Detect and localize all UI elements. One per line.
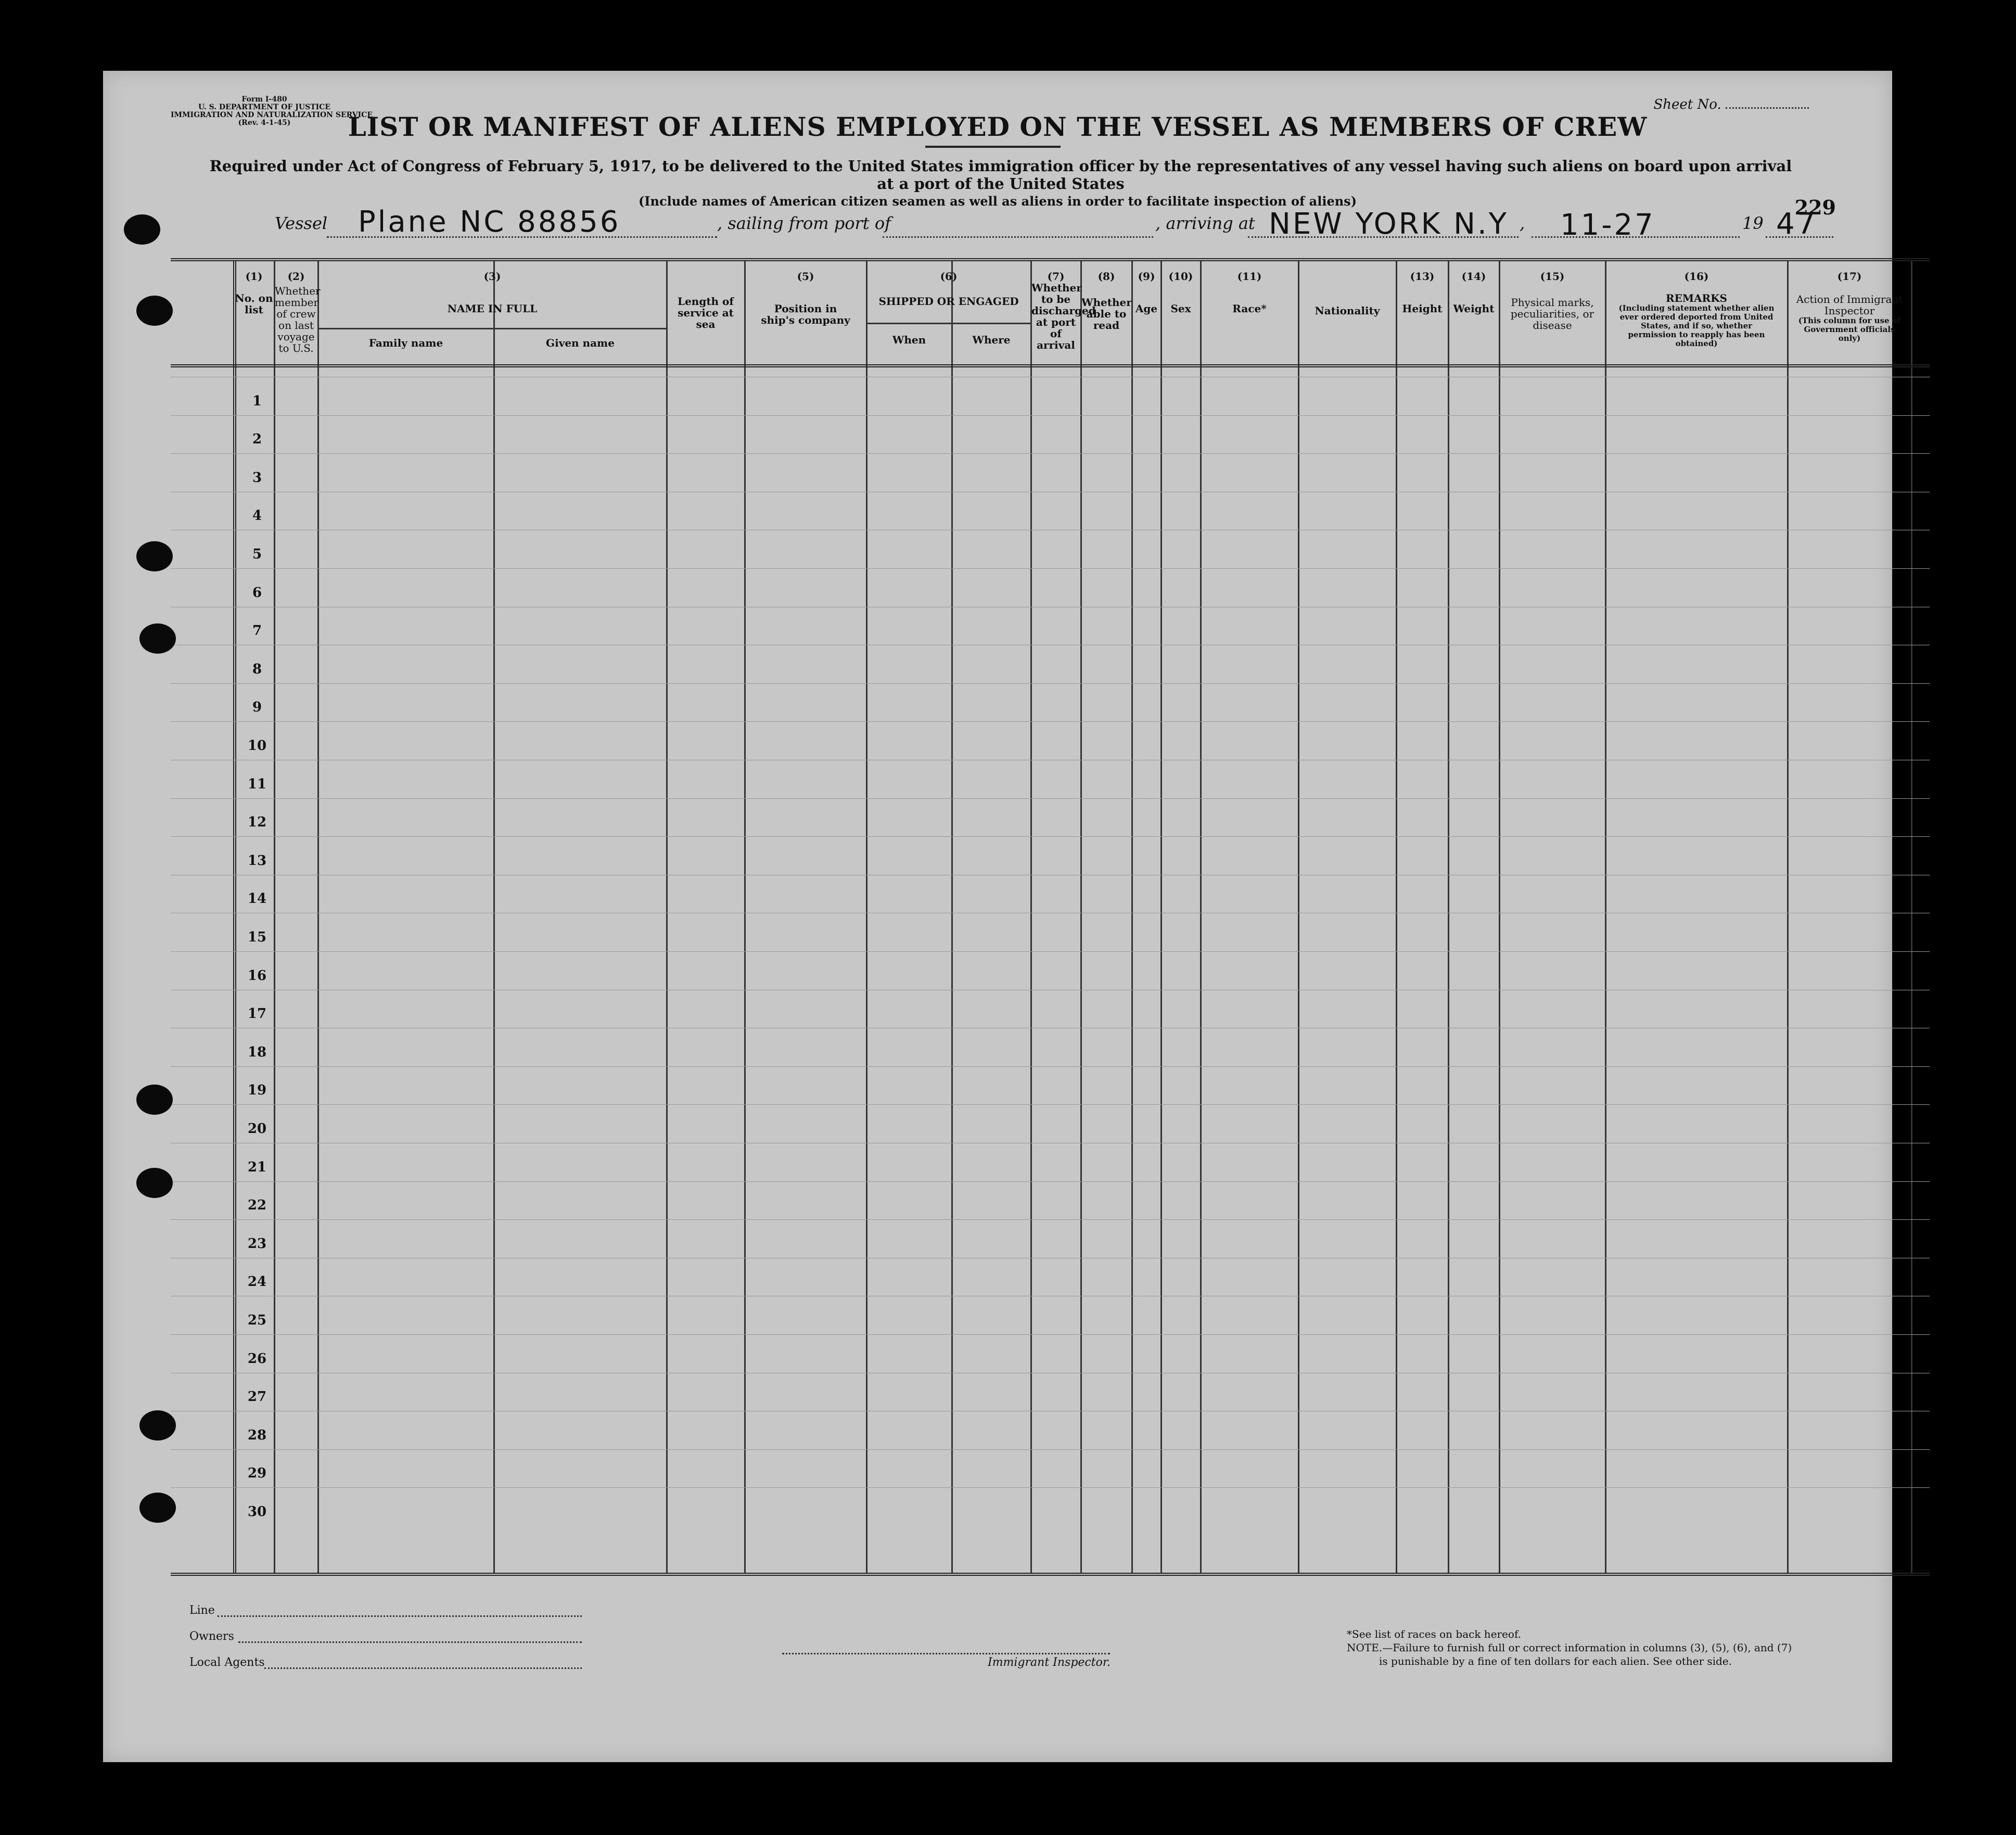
vessel-label: Vessel bbox=[275, 213, 328, 233]
col-4-header: Length of service at sea bbox=[678, 295, 734, 330]
table-row bbox=[171, 1181, 1930, 1182]
form-number: Form I-480 bbox=[241, 95, 287, 104]
col-16-header: (16) REMARKS (Including statement whether alien ever ordered deported from United States, and if so, whether permission to reapply has been obtained) bbox=[1618, 270, 1775, 348]
manifest-sheet: Form I-480 U. S. DEPARTMENT OF JUSTICE IMMIGRATION AND NATURALIZATION SERVICE (Rev. 4-1-45) Sheet No. LIST OR MANIFEST OF ALIENS EMPLOYED ON THE VESSEL AS MEMBERS OF CREW Required under Act of Congress of February 5, 1917, to be delivered to the United States immigration officer by the representatives of any vessel having such aliens on board upon arrival at a port of the United States (Include names of American citizen seamen as well as aliens in order to facilitate inspection of aliens) 229 Vessel Plane NC 88856 , sailing from port of , arriving at NEW YORK N.Y , 11-27 19 47 (1) No. on list (2) Whether member of crew on last voyage to U.S. (3) NAME IN FULL Family name Given name Length of service at sea (5) Position in ship's company (6) SHIPPED OR ENGAGED When Where (7) Whether to be discharged at port of arrival (8) Whether able to read (9) Age (10) Sex (11) Race* Nationality (13) Height (14) Weight (15) Physical marks, peculiarities, or disease (16) REMARKS (Including statement whether alien ever ordered deported from United States, and if so, whether permission to reapply has been obtained) (17) Action of Immigrant Inspector (This column for use of Government officials only) 1 2 3 4 5 6 7 8 9 10 11 12 13 14 15 16 17 18 19 20 21 22 23 24 25 26 27 28 29 30 Line Owners Local Agents Immigrant Inspector. *See list of races on back hereof. NOTE.—Failure to furnish full or correct information in columns (3), (5), (6), and (7) is punishable by a fine of ten dollars for each alien. See other side. bbox=[103, 71, 1892, 1762]
title-underline bbox=[925, 146, 1061, 148]
races-note: *See list of races on back hereof. bbox=[1347, 1628, 1522, 1640]
table-row bbox=[171, 798, 1930, 799]
row-number: 2 bbox=[252, 431, 262, 448]
table-row bbox=[171, 568, 1930, 569]
arrival-date-handwritten: 11-27 bbox=[1560, 208, 1655, 242]
line-label: Line bbox=[189, 1604, 215, 1617]
vessel-name-handwritten: Plane NC 88856 bbox=[358, 205, 621, 239]
col-15-header: (15) Physical marks, peculiarities, or disease bbox=[1510, 270, 1594, 332]
row-number: 17 bbox=[247, 1006, 267, 1022]
row-number: 11 bbox=[247, 776, 267, 792]
include-instruction: (Include names of American citizen seamen as well as aliens in order to facilitate inspection of aliens) bbox=[638, 194, 1357, 209]
row-number: 19 bbox=[247, 1082, 267, 1099]
row-number: 8 bbox=[252, 661, 262, 677]
table-row bbox=[171, 1066, 1930, 1067]
punch-hole bbox=[136, 1085, 173, 1115]
row-number: 4 bbox=[252, 508, 262, 524]
agents-dotted bbox=[264, 1667, 582, 1669]
line-dotted bbox=[218, 1615, 582, 1617]
col-7-header: (7) Whether to be discharged at port of arrival bbox=[1031, 270, 1096, 351]
row-number: 20 bbox=[247, 1121, 267, 1137]
col-9-header: (9) Age bbox=[1135, 270, 1158, 315]
sheet-number-label: Sheet No. bbox=[1653, 97, 1721, 112]
col-10-header: (10) Sex bbox=[1168, 270, 1193, 315]
col-13-header: (13) Height bbox=[1402, 270, 1443, 315]
col-14-header: (14) Weight bbox=[1453, 270, 1495, 315]
table-row bbox=[171, 1487, 1930, 1488]
row-number: 22 bbox=[247, 1197, 267, 1214]
col-8-header: (8) Whether able to read bbox=[1081, 270, 1132, 332]
row-number: 26 bbox=[247, 1350, 267, 1367]
row-number: 28 bbox=[247, 1427, 267, 1443]
row-number: 3 bbox=[252, 469, 262, 486]
table-row bbox=[171, 951, 1930, 952]
table-row bbox=[171, 836, 1930, 837]
punch-hole bbox=[136, 296, 173, 326]
punch-hole bbox=[124, 214, 160, 245]
col-5-header: (5) Position in ship's company bbox=[761, 270, 850, 326]
owners-dotted bbox=[238, 1641, 582, 1643]
table-row bbox=[171, 1104, 1930, 1105]
row-number: 24 bbox=[247, 1274, 267, 1290]
row-number: 13 bbox=[247, 852, 267, 869]
penalty-note: NOTE.—Failure to furnish full or correct information in columns (3), (5), (6), and (7) bbox=[1347, 1641, 1792, 1654]
col-12-header: Nationality bbox=[1315, 304, 1380, 317]
penalty-note-cont: is punishable by a fine of ten dollars for each alien. See other side. bbox=[1379, 1655, 1732, 1667]
family-name-header: Family name bbox=[368, 337, 443, 349]
table-row bbox=[171, 453, 1930, 454]
arrival-year-handwritten: 47 bbox=[1776, 207, 1818, 241]
row-number: 15 bbox=[247, 929, 267, 945]
row-number: 7 bbox=[252, 623, 262, 639]
arriving-port-handwritten: NEW YORK N.Y bbox=[1269, 207, 1509, 241]
row-number: 1 bbox=[252, 393, 262, 409]
local-agents-label: Local Agents bbox=[189, 1656, 265, 1669]
page-number: 229 bbox=[1794, 196, 1836, 219]
punch-hole bbox=[136, 1168, 173, 1198]
immigrant-inspector-label: Immigrant Inspector. bbox=[988, 1656, 1111, 1669]
page-title: LIST OR MANIFEST OF ALIENS EMPLOYED ON THE VESSEL AS MEMBERS OF CREW bbox=[348, 111, 1648, 142]
col-17-header: (17) Action of Immigrant Inspector (This column for use of Government officials only) bbox=[1796, 270, 1903, 343]
crew-table bbox=[171, 258, 1930, 1576]
col-3-header: (3) NAME IN FULL bbox=[447, 270, 538, 315]
row-number: 10 bbox=[247, 738, 267, 754]
col-6-header: (6) SHIPPED OR ENGAGED bbox=[878, 270, 1019, 308]
row-number: 14 bbox=[247, 891, 267, 907]
col-2-header: (2) Whether member of crew on last voyage to U.S. bbox=[275, 270, 321, 354]
row-number: 9 bbox=[252, 699, 262, 716]
row-number: 16 bbox=[247, 967, 267, 984]
table-row bbox=[171, 1449, 1930, 1450]
department-name: U. S. DEPARTMENT OF JUSTICE bbox=[198, 103, 330, 111]
punch-hole bbox=[139, 1493, 176, 1523]
row-number: 29 bbox=[247, 1466, 267, 1482]
sailing-dotted-line bbox=[883, 236, 1153, 238]
row-number: 12 bbox=[247, 814, 267, 831]
row-number: 23 bbox=[247, 1235, 267, 1252]
col-11-header: (11) Race* bbox=[1232, 270, 1267, 315]
inspector-signature-line bbox=[782, 1653, 1110, 1654]
owners-label: Owners bbox=[189, 1630, 234, 1643]
punch-hole bbox=[136, 541, 173, 571]
table-row bbox=[171, 683, 1930, 684]
table-row bbox=[171, 415, 1930, 416]
table-row bbox=[171, 721, 1930, 722]
given-name-header: Given name bbox=[546, 337, 615, 349]
row-number: 6 bbox=[252, 584, 262, 601]
arriving-label: , arriving at bbox=[1155, 213, 1255, 233]
punch-hole bbox=[139, 1410, 176, 1441]
sheet-number-field bbox=[1653, 97, 1809, 112]
legal-requirement-text: Required under Act of Congress of February 5, 1917, to be delivered to the United States immigration officer by the representatives of any vessel having such aliens on board upon arrival at a port of the United States bbox=[209, 157, 1792, 193]
row-number: 25 bbox=[247, 1312, 267, 1328]
row-number: 21 bbox=[247, 1159, 267, 1175]
shipped-where-header: Where bbox=[972, 334, 1011, 346]
col-1-header: (1) No. on list bbox=[235, 270, 273, 316]
service-name: IMMIGRATION AND NATURALIZATION SERVICE bbox=[171, 111, 373, 119]
punch-hole bbox=[139, 623, 176, 654]
shipped-when-header: When bbox=[892, 334, 926, 346]
revision-date: (Rev. 4-1-45) bbox=[238, 119, 291, 127]
table-row bbox=[171, 1334, 1930, 1335]
sailing-label: , sailing from port of bbox=[717, 213, 891, 233]
row-number: 5 bbox=[252, 546, 262, 562]
row-number: 27 bbox=[247, 1389, 267, 1405]
row-number: 18 bbox=[247, 1044, 267, 1060]
year-prefix: 19 bbox=[1742, 213, 1764, 233]
row-number: 30 bbox=[247, 1504, 267, 1520]
table-row bbox=[171, 1219, 1930, 1220]
